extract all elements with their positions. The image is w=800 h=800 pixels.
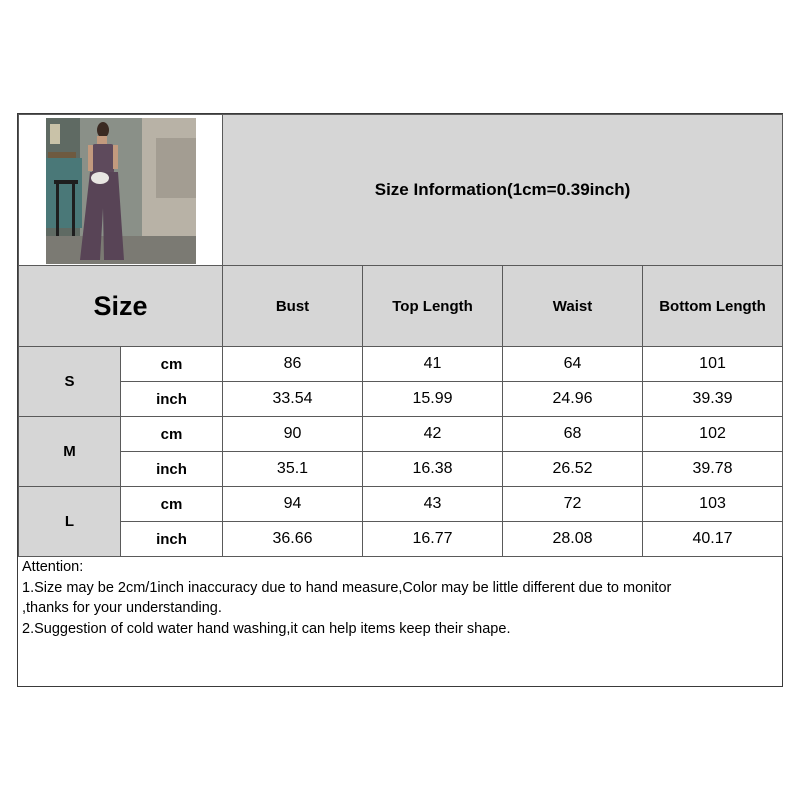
cell-value: 24.96 — [503, 382, 643, 417]
attention-line: ,thanks for your understanding. — [22, 600, 222, 616]
unit-label: inch — [121, 382, 223, 417]
cell-value: 72 — [503, 487, 643, 522]
attention-line: 1.Size may be 2cm/1inch inaccuracy due to hand measure,Color may be little different due to monitor — [22, 579, 672, 596]
column-header-top-length: Top Length — [363, 266, 503, 347]
cell-value: 40.17 — [643, 522, 783, 557]
page-title: Size Information(1cm=0.39inch) — [223, 115, 783, 266]
table-row — [19, 382, 783, 417]
cell-value: 94 — [223, 487, 363, 522]
size-header: Size — [19, 266, 223, 347]
unit-label: inch — [121, 452, 223, 487]
cell-value: 90 — [223, 417, 363, 452]
cell-value: 16.77 — [363, 522, 503, 557]
unit-label: cm — [121, 487, 223, 522]
cell-value: 16.38 — [363, 452, 503, 487]
size-label-s: S — [19, 347, 121, 417]
cell-value: 43 — [363, 487, 503, 522]
column-header-bust: Bust — [223, 266, 363, 347]
cell-value: 28.08 — [503, 522, 643, 557]
cell-value: 68 — [503, 417, 643, 452]
cell-value: 36.66 — [223, 522, 363, 557]
attention-line: 2.Suggestion of cold water hand washing,it can help items keep their shape. — [22, 620, 511, 637]
column-header-bottom-length: Bottom Length — [643, 266, 783, 347]
column-header-waist: Waist — [503, 266, 643, 347]
size-chart — [17, 113, 783, 687]
cell-value: 42 — [363, 417, 503, 452]
table-row — [19, 417, 783, 452]
cell-value: 39.39 — [643, 382, 783, 417]
unit-label: inch — [121, 522, 223, 557]
cell-value: 35.1 — [223, 452, 363, 487]
table-row — [19, 487, 783, 522]
size-label-l: L — [19, 487, 121, 557]
cell-value: 64 — [503, 347, 643, 382]
unit-label: cm — [121, 347, 223, 382]
cell-value: 15.99 — [363, 382, 503, 417]
cell-value: 103 — [643, 487, 783, 522]
size-label-m: M — [19, 417, 121, 487]
cell-value: 41 — [363, 347, 503, 382]
attention-heading: Attention: — [22, 559, 84, 575]
title-row — [19, 115, 783, 266]
table-row — [19, 347, 783, 382]
header-row — [19, 266, 783, 347]
cell-value: 39.78 — [643, 452, 783, 487]
cell-value: 26.52 — [503, 452, 643, 487]
cell-value: 86 — [223, 347, 363, 382]
product-photo — [46, 118, 196, 264]
cell-value: 101 — [643, 347, 783, 382]
cell-value: 33.54 — [223, 382, 363, 417]
attention-note — [18, 554, 782, 642]
product-photo-cell — [19, 115, 223, 266]
unit-label: cm — [121, 417, 223, 452]
size-table — [18, 114, 783, 557]
table-row — [19, 522, 783, 557]
cell-value: 102 — [643, 417, 783, 452]
table-row — [19, 452, 783, 487]
